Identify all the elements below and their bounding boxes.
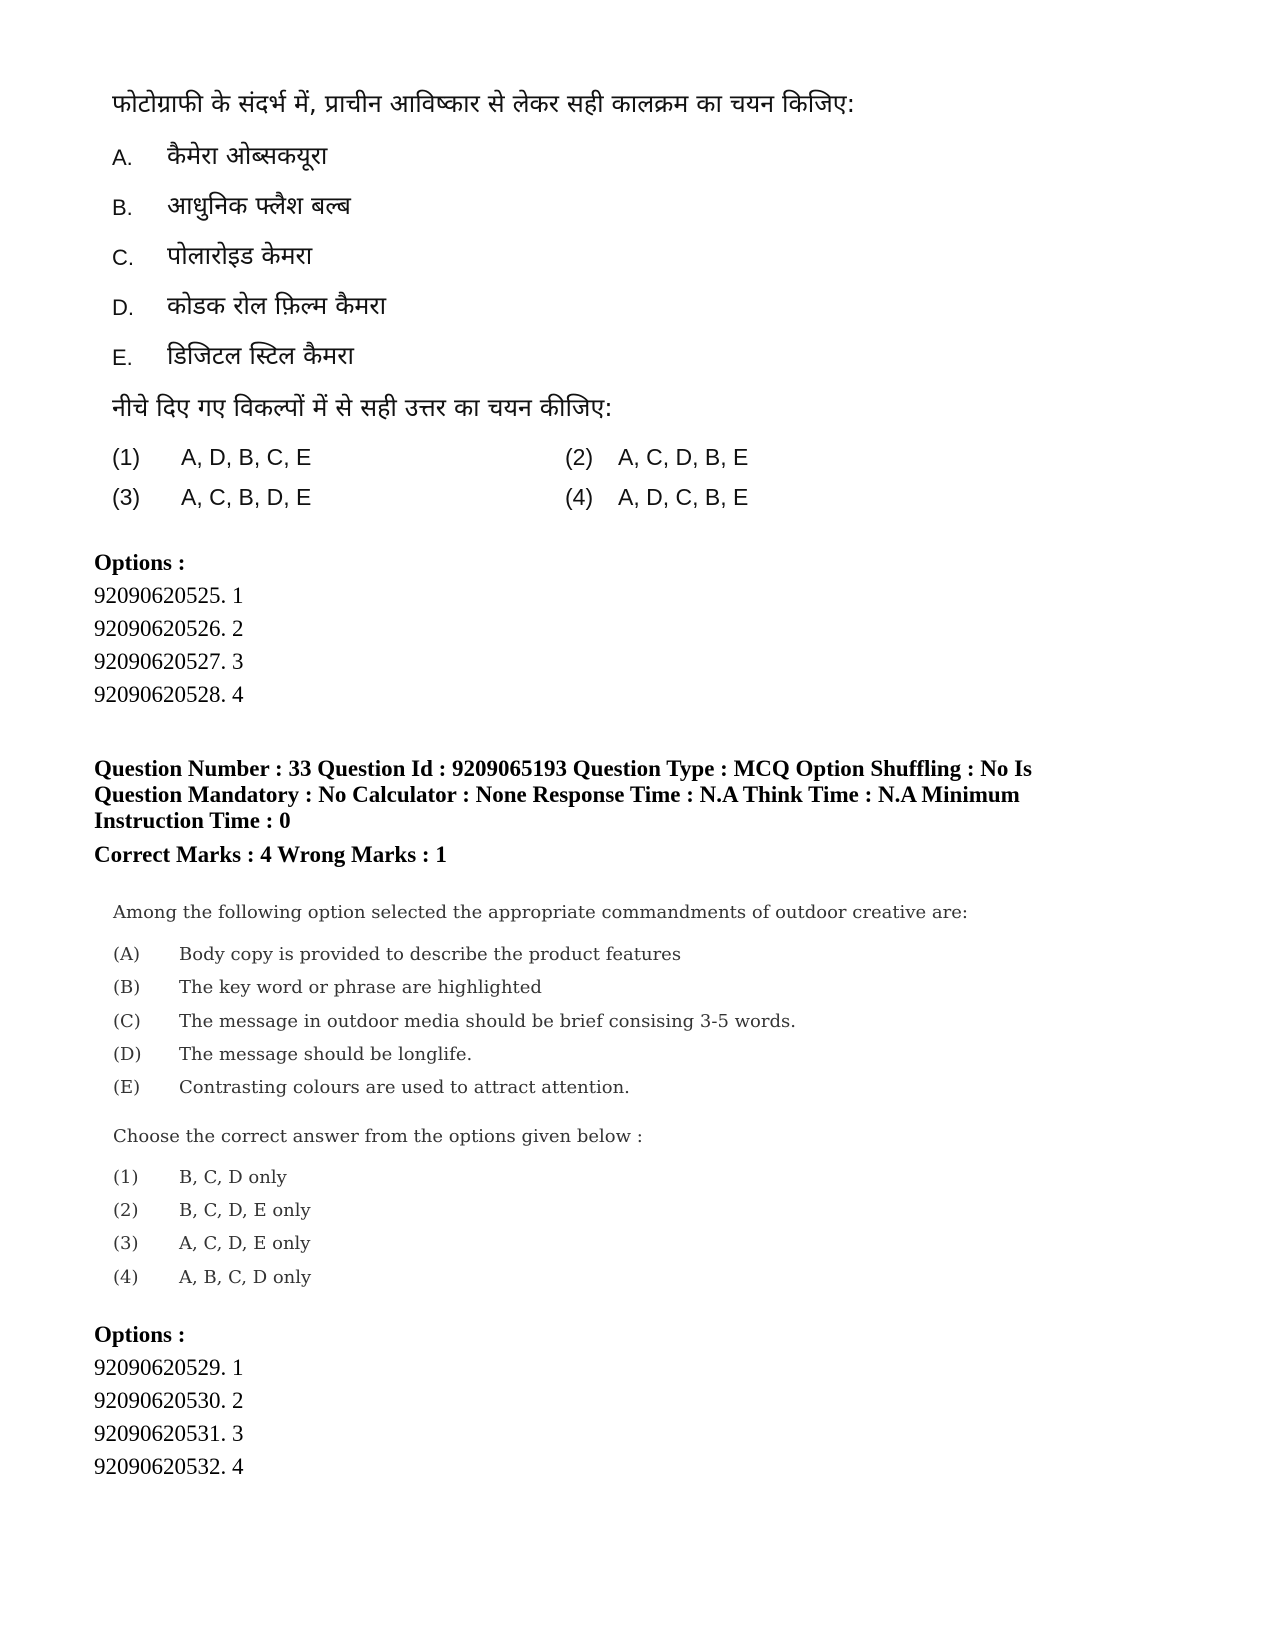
q33-item-a-label: (A) xyxy=(113,944,141,965)
q33-marks: Correct Marks : 4 Wrong Marks : 1 xyxy=(94,842,447,867)
q32-option-4: 92090620528. 4 xyxy=(94,682,244,707)
q32-stem: फोटोग्राफी के संदर्भ में, प्राचीन आविष्कार से लेकर सही कालक्रम का चयन किजिए: xyxy=(112,89,856,118)
q33-answer-1-num: (1) xyxy=(113,1167,139,1188)
q32-item-d-label: D. xyxy=(112,295,134,320)
q32-item-d-text: कोडक रोल फ़िल्म कैमरा xyxy=(167,291,387,320)
q33-stem: Among the following option selected the appropriate commandments of outdoor creative are: xyxy=(113,902,968,923)
q33-meta-line-1: Question Number : 33 Question Id : 9209065193 Question Type : MCQ Option Shuffling : No Is xyxy=(94,756,1033,781)
q33-item-c-label: (C) xyxy=(113,1011,141,1032)
q32-option-3: 92090620527. 3 xyxy=(94,649,244,674)
q33-answer-2-text: B, C, D, E only xyxy=(179,1200,311,1221)
q33-item-d-label: (D) xyxy=(113,1044,142,1065)
q33-option-1: 92090620529. 1 xyxy=(94,1355,244,1380)
q33-option-2: 92090620530. 2 xyxy=(94,1388,244,1413)
q32-answer-2-text: A, C, D, B, E xyxy=(618,444,749,470)
q33-item-c-text: The message in outdoor media should be brief consising 3-5 words. xyxy=(179,1011,796,1032)
q33-item-e-text: Contrasting colours are used to attract attention. xyxy=(179,1077,630,1098)
q32-answer-3-num: (3) xyxy=(112,484,141,510)
q32-item-b-text: आधुनिक फ्लैश बल्ब xyxy=(167,191,351,220)
q32-answer-2-num: (2) xyxy=(565,444,594,470)
q33-option-3: 92090620531. 3 xyxy=(94,1421,244,1446)
q33-answer-4-text: A, B, C, D only xyxy=(179,1267,312,1288)
q32-item-a-label: A. xyxy=(112,145,133,170)
q32-item-e-text: डिजिटल स्टिल कैमरा xyxy=(167,341,354,370)
q33-item-d-text: The message should be longlife. xyxy=(179,1044,473,1065)
q33-option-4: 92090620532. 4 xyxy=(94,1454,244,1479)
q33-item-b-label: (B) xyxy=(113,977,141,998)
q33-item-b-text: The key word or phrase are highlighted xyxy=(179,977,542,998)
q32-answer-1-num: (1) xyxy=(112,444,141,470)
q32-item-c-label: C. xyxy=(112,245,134,270)
q33-choose-instruction: Choose the correct answer from the options given below : xyxy=(113,1126,643,1147)
q33-item-e-label: (E) xyxy=(113,1077,141,1098)
q32-item-a-text: कैमेरा ओब्सकयूरा xyxy=(167,141,328,170)
q33-answer-2-num: (2) xyxy=(113,1200,139,1221)
q33-item-a-text: Body copy is provided to describe the product features xyxy=(179,944,682,965)
q32-item-b-label: B. xyxy=(112,195,133,220)
q32-answer-1-text: A, D, B, C, E xyxy=(181,444,312,470)
q33-answer-1-text: B, C, D only xyxy=(179,1167,287,1188)
q32-answer-4-text: A, D, C, B, E xyxy=(618,484,749,510)
q32-option-1: 92090620525. 1 xyxy=(94,583,244,608)
q33-answer-4-num: (4) xyxy=(113,1267,139,1288)
q32-item-c-text: पोलारोइड केमरा xyxy=(167,241,313,270)
q33-options-heading: Options : xyxy=(94,1322,186,1347)
q32-option-2: 92090620526. 2 xyxy=(94,616,244,641)
q33-meta-line-2: Question Mandatory : No Calculator : None Response Time : N.A Think Time : N.A Minimum xyxy=(94,782,1020,807)
q33-meta-line-3: Instruction Time : 0 xyxy=(94,808,291,833)
q33-answer-3-text: A, C, D, E only xyxy=(179,1233,311,1254)
q32-choose-instruction: नीचे दिए गए विकल्पों में से सही उत्तर का चयन कीजिए: xyxy=(112,393,613,422)
q32-options-heading: Options : xyxy=(94,550,186,575)
q32-item-e-label: E. xyxy=(112,345,133,370)
q32-answer-4-num: (4) xyxy=(565,484,594,510)
q33-answer-3-num: (3) xyxy=(113,1233,139,1254)
q32-answer-3-text: A, C, B, D, E xyxy=(181,484,312,510)
